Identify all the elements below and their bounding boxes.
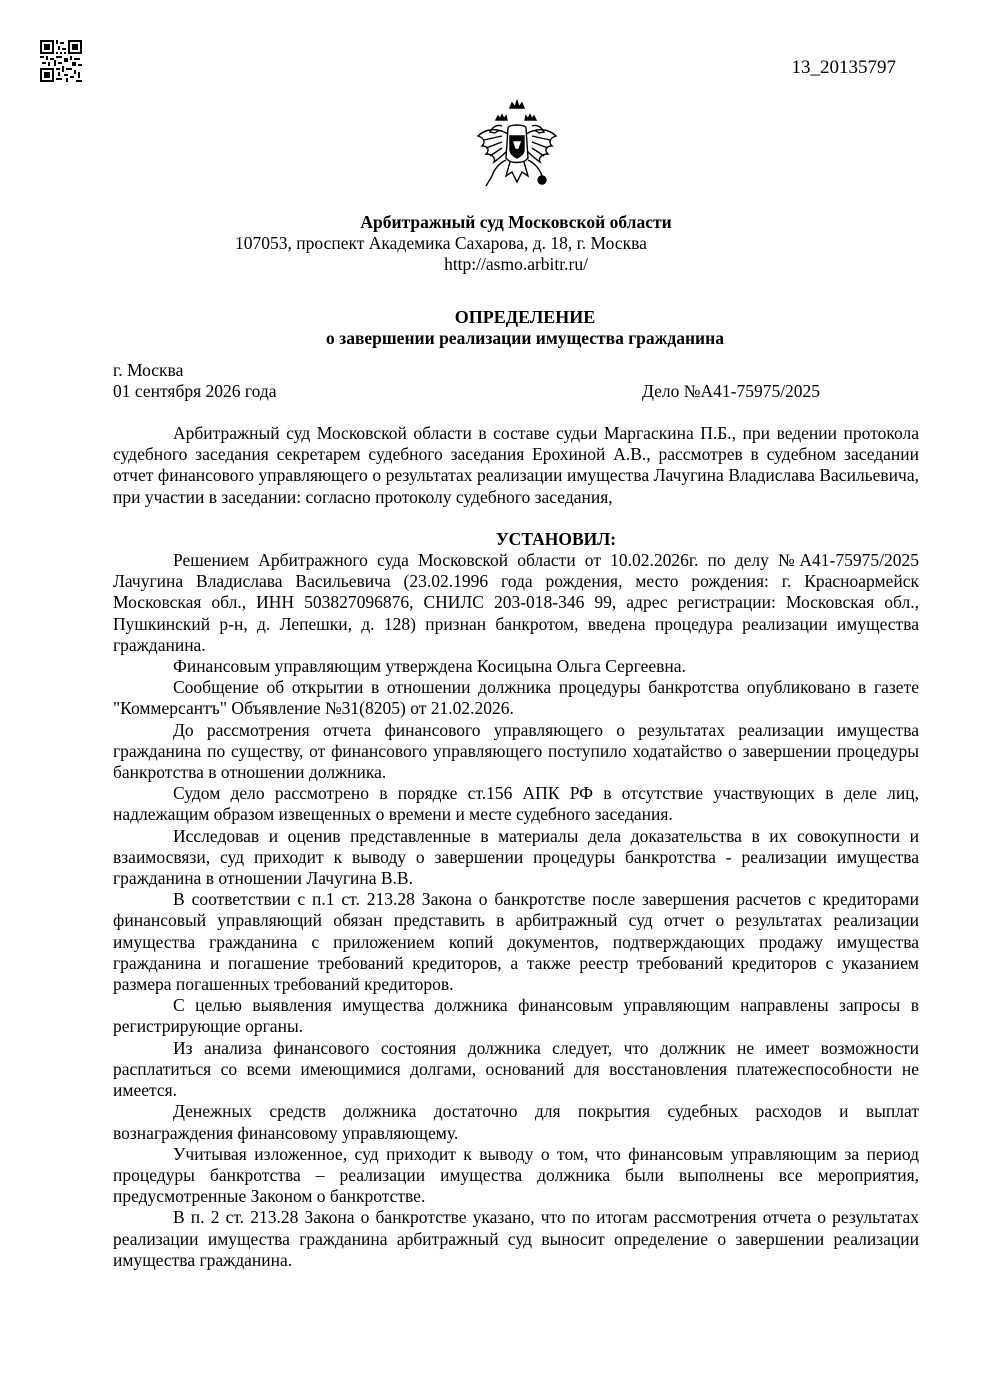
document-city: г. Москва bbox=[113, 360, 184, 380]
body-paragraph: Сообщение об открытии в отношении должника процедуры банкротства опубликовано в газете "Коммерсантъ" Объявление №31(8205) от 21.02.2026. bbox=[113, 677, 919, 719]
document-date: 01 сентября 2026 года bbox=[113, 381, 277, 401]
body-paragraph: До рассмотрения отчета финансового управляющего о результатах реализации имущества гражданина по существу, от финансового управляющего поступило ходатайство о завершении процедуры банкротства в отношении должника. bbox=[113, 719, 919, 783]
court-address: 107053, проспект Академика Сахарова, д. 18, г. Москва bbox=[235, 233, 647, 253]
body-paragraph: Исследовав и оценив представленные в материалы дела доказательства в их совокупности и взаимосвязи, суд приходит к выводу о завершении процедуры банкротства - реализации имущества гражданина в отношении Лачугина В.В. bbox=[113, 825, 919, 889]
body-paragraph: Решением Арбитражного суда Московской области от 10.02.2026г. по делу №А41-75975/2025 Лачугина Владислава Васильевича (23.02.1996 года рождения, место рождения: г. Красноармейск Московская обл., ИНН 503827096876, СНИЛС 203-018-346 99, адрес регистрации: Московская обл., Пушкинский р-н, д. Лепешки, д. 128) признан банкротом, введена процедура реализации имущества гражданина. bbox=[113, 550, 919, 655]
coat-of-arms-icon bbox=[472, 98, 562, 192]
document-type: ОПРЕДЕЛЕНИЕ bbox=[454, 307, 596, 327]
body-paragraph: В соответствии с п.1 ст. 213.28 Закона о банкротстве после завершения расчетов с кредиторами финансовый управляющий обязан представить в арбитражный суд отчет о результатах реализации имущества гражданина с приложением копий документов, подтверждающих продажу имущества гражданина и погашение требований кредиторов, а также реестр требований кредиторов с указанием размера погашенных требований кредиторов. bbox=[113, 889, 919, 995]
body-paragraph: С целью выявления имущества должника финансовым управляющим направлены запросы в регистрирующие органы. bbox=[113, 995, 919, 1037]
body-paragraph: Финансовым управляющим утверждена Косицына Ольга Сергеевна. bbox=[173, 656, 686, 677]
document-id: 13_20135797 bbox=[791, 57, 896, 78]
body-paragraph: Судом дело рассмотрено в порядке ст.156 АПК РФ в отсутствие участвующих в деле лиц, надлежащим образом извещенных о времени и месте судебного заседания. bbox=[113, 783, 919, 825]
body-paragraph: В п. 2 ст. 213.28 Закона о банкротстве указано, что по итогам рассмотрения отчета о результатах реализации имущества гражданина арбитражный суд выносит определение о завершении реализации имущества гражданина. bbox=[113, 1207, 919, 1270]
intro-paragraph: Арбитражный суд Московской области в составе судьи Маргаскина П.Б., при ведении протокола судебного заседания секретарем судебного заседания Ерохиной А.В., рассмотрев в судебном заседании отчет финансового управляющего о результатах реализации имущества Лачугина Владислава Васильевича, при участии в заседании: согласно протоколу судебного заседания, bbox=[113, 423, 919, 507]
qr-code-icon bbox=[40, 40, 82, 82]
court-url[interactable]: http://asmo.arbitr.ru/ bbox=[444, 254, 588, 274]
body-paragraph: Учитывая изложенное, суд приходит к выводу о том, что финансовым управляющим за период процедуры банкротства – реализации имущества должника были выполнены все мероприятия, предусмотренные Законом о банкротстве. bbox=[113, 1143, 919, 1207]
section-heading: УСТАНОВИЛ: bbox=[495, 528, 617, 549]
body-paragraph: Денежных средств должника достаточно для покрытия судебных расходов и выплат вознаграждения финансовому управляющему. bbox=[113, 1101, 919, 1143]
document-body bbox=[113, 423, 919, 1271]
body-paragraph: Из анализа финансового состояния должника следует, что должник не имеет возможности расплатиться со всеми имеющимися долгами, оснований для восстановления платежеспособности не имеется. bbox=[113, 1037, 919, 1101]
court-name: Арбитражный суд Московской области bbox=[360, 212, 672, 232]
case-number: Дело №А41-75975/2025 bbox=[642, 381, 821, 401]
document-subtitle: о завершении реализации имущества гражданина bbox=[326, 328, 724, 348]
